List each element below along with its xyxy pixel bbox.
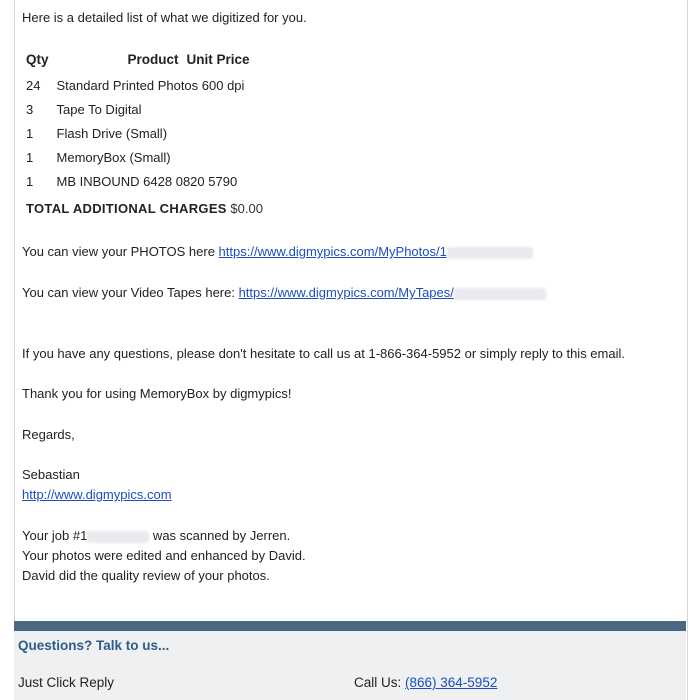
qty-cell: 24 (26, 77, 41, 93)
table-row (22, 97, 254, 121)
footer-reply-text: Just Click Reply (18, 675, 115, 690)
tapes-link[interactable]: https://www.digmypics.com/MyTapes/ (238, 285, 454, 300)
photos-link[interactable]: https://www.digmypics.com/MyPhotos/1 (218, 244, 447, 259)
total-charges (26, 201, 263, 216)
product-cell: MemoryBox (Small) (56, 149, 171, 165)
footer-call (354, 675, 497, 690)
job-line-3: David did the quality review of your photos. (22, 568, 270, 583)
product-cell: Tape To Digital (56, 101, 142, 117)
qty-cell: 3 (26, 101, 34, 117)
job-prefix: Your job #1 (22, 528, 88, 543)
signature-link[interactable]: http://www.digmypics.com (22, 487, 172, 502)
job-line-2: Your photos were edited and enhanced by David. (22, 548, 306, 563)
product-cell: Flash Drive (Small) (56, 125, 168, 141)
col-unit-price-header: Unit Price (186, 52, 250, 67)
tapes-line-text: You can view your Video Tapes here: (22, 285, 239, 300)
job-line-1 (22, 528, 290, 543)
qty-cell: 1 (26, 149, 34, 165)
col-qty-header: Qty (26, 52, 49, 67)
total-value: $0.00 (230, 201, 263, 216)
qty-cell: 1 (26, 125, 34, 141)
tapes-line (22, 285, 546, 300)
product-cell: MB INBOUND 6428 0820 5790 (56, 173, 238, 189)
col-product-header: Product (127, 52, 179, 67)
questions-text: If you have any questions, please don't hesitate to call us at 1-866-364-5952 or simply reply to this email. (22, 346, 625, 361)
redacted-id (447, 247, 533, 259)
table-header-row (22, 50, 254, 73)
intro-text: Here is a detailed list of what we digitized for you. (22, 10, 307, 25)
items-table (22, 50, 254, 193)
signature-link-wrap (22, 487, 172, 502)
footer-questions-heading: Questions? Talk to us... (18, 638, 170, 653)
photos-line-text: You can view your PHOTOS here (22, 244, 219, 259)
photos-line (22, 244, 533, 259)
table-row (22, 145, 254, 169)
email-footer (14, 631, 686, 700)
table-row (22, 121, 254, 145)
redacted-job-number (87, 531, 149, 543)
signature-name: Sebastian (22, 467, 80, 482)
table-row (22, 73, 254, 97)
qty-cell: 1 (26, 173, 34, 189)
redacted-id (454, 288, 546, 300)
footer-divider-bar (14, 621, 686, 631)
product-cell: Standard Printed Photos 600 dpi (56, 77, 245, 93)
call-label: Call Us: (354, 675, 406, 690)
regards-text: Regards, (22, 427, 75, 442)
job-suffix: was scanned by Jerren. (149, 528, 291, 543)
table-row (22, 169, 254, 193)
phone-link[interactable]: (866) 364-5952 (405, 675, 498, 690)
total-label: TOTAL ADDITIONAL CHARGES (26, 201, 227, 216)
thanks-text: Thank you for using MemoryBox by digmypics! (22, 386, 292, 401)
